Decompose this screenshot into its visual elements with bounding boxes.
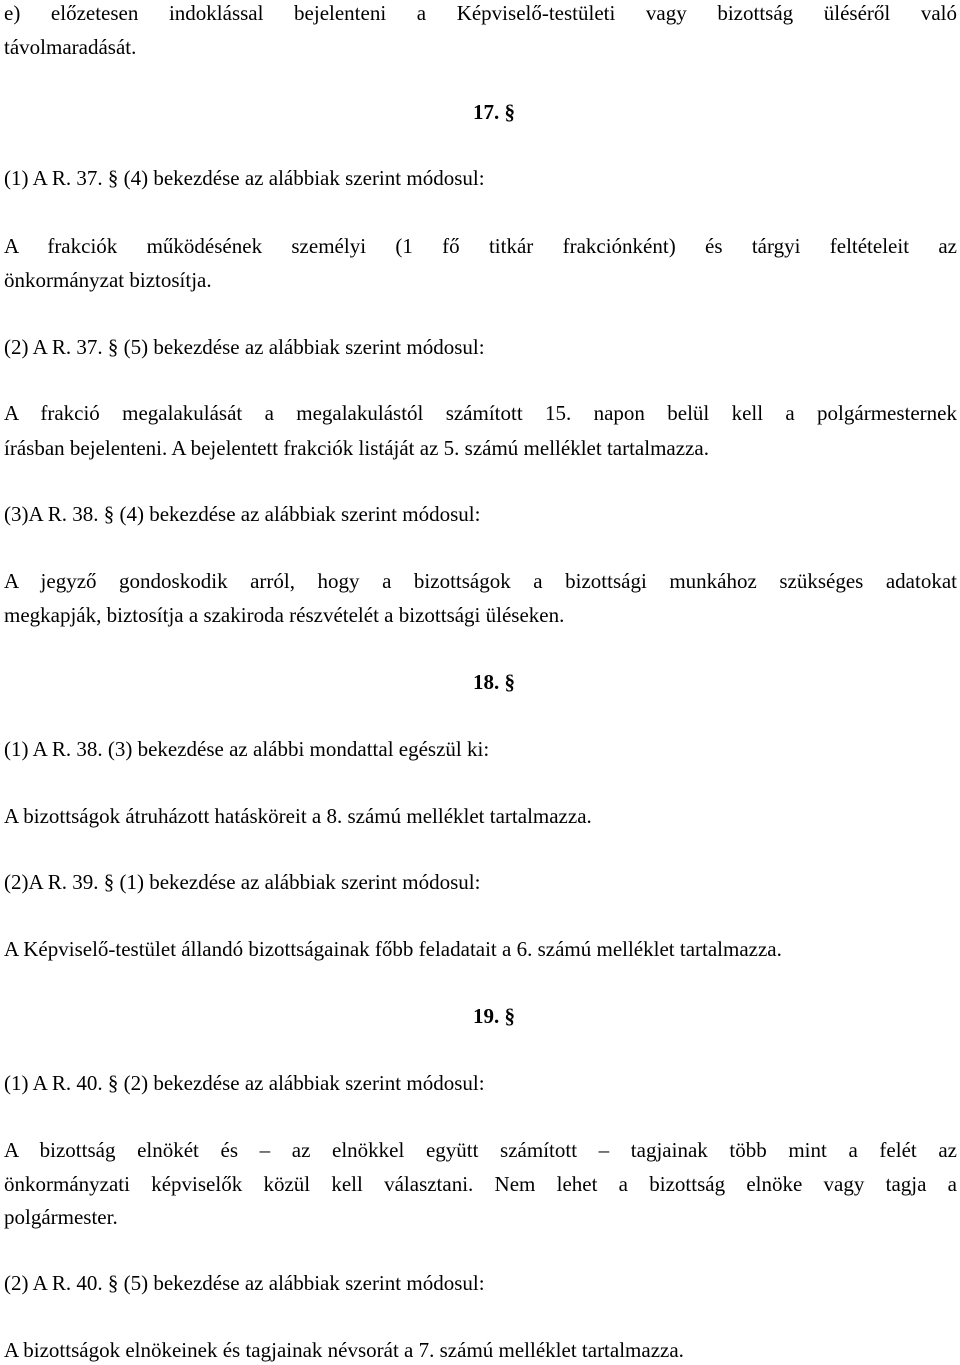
text-line: (1) A R. 38. (3) bekezdése az alábbi mondattal egészül ki:: [4, 737, 490, 761]
text-line: távolmaradását.: [4, 35, 137, 59]
text-line: önkormányzati képviselők közül kell választani. Nem lehet a bizottság elnöke vagy tagja a: [4, 1172, 957, 1196]
text-line: (2)A R. 39. § (1) bekezdése az alábbiak szerint módosul:: [4, 870, 481, 894]
text-line: (3)A R. 38. § (4) bekezdése az alábbiak szerint módosul:: [4, 502, 481, 526]
section-heading: 17. §: [473, 100, 515, 124]
text-line: A frakciók működésének személyi (1 fő titkár frakciónként) és tárgyi feltételeit az: [4, 234, 957, 258]
text-line: (2) A R. 40. § (5) bekezdése az alábbiak szerint módosul:: [4, 1271, 485, 1295]
text-line: (1) A R. 37. § (4) bekezdése az alábbiak szerint módosul:: [4, 166, 485, 190]
text-line: megkapják, biztosítja a szakiroda részvételét a bizottsági üléseken.: [4, 603, 565, 627]
text-line: A Képviselő-testület állandó bizottságainak főbb feladatait a 6. számú melléklet tartalmazza.: [4, 937, 782, 961]
text-line: önkormányzat biztosítja.: [4, 268, 212, 292]
text-line: írásban bejelenteni. A bejelentett frakciók listáját az 5. számú melléklet tartalmazza.: [4, 436, 709, 460]
text-line: (2) A R. 37. § (5) bekezdése az alábbiak szerint módosul:: [4, 335, 485, 359]
text-line: polgármester.: [4, 1205, 118, 1229]
text-line: A frakció megalakulását a megalakulástól számított 15. napon belül kell a polgármesternek: [4, 401, 957, 425]
text-line: A jegyző gondoskodik arról, hogy a bizottságok a bizottsági munkához szükséges adatokat: [4, 569, 957, 593]
text-line: (1) A R. 40. § (2) bekezdése az alábbiak szerint módosul:: [4, 1071, 485, 1095]
text-line: e) előzetesen indoklással bejelenteni a Képviselő-testületi vagy bizottság üléséről való: [4, 1, 957, 25]
text-line: A bizottságok elnökeinek és tagjainak névsorát a 7. számú melléklet tartalmazza.: [4, 1338, 684, 1362]
text-line: A bizottságok átruházott hatásköreit a 8. számú melléklet tartalmazza.: [4, 804, 592, 828]
section-heading: 18. §: [473, 670, 515, 694]
text-line: A bizottság elnökét és – az elnökkel együtt számított – tagjainak több mint a felét az: [4, 1138, 957, 1162]
section-heading: 19. §: [473, 1004, 515, 1028]
